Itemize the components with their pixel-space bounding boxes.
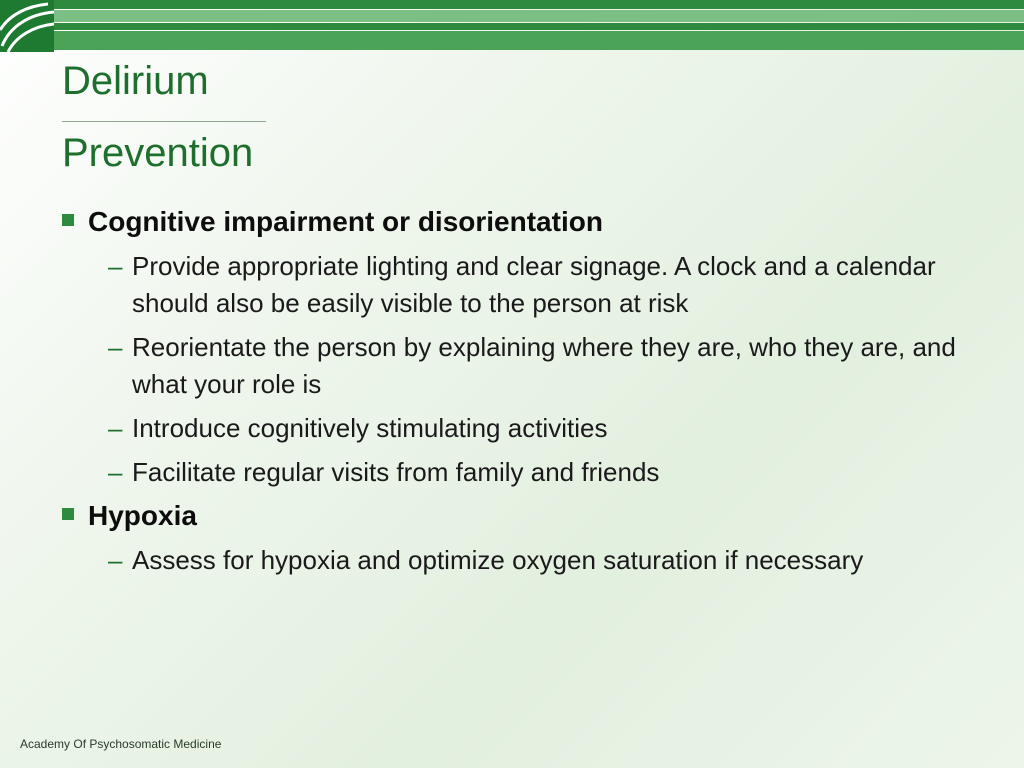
- bullet-item: [62, 497, 962, 535]
- slide-subtitle: Prevention: [62, 131, 254, 175]
- dash-bullet-icon: –: [108, 413, 123, 443]
- sub-bullet-text: Introduce cognitively stimulating activities: [132, 413, 608, 443]
- sub-bullet-item: [62, 542, 962, 579]
- bullet-list: [62, 203, 962, 579]
- bullet-label: Hypoxia: [88, 500, 197, 531]
- dash-bullet-icon: –: [108, 457, 123, 487]
- title-divider: [62, 121, 266, 122]
- sub-bullet-text: Reorientate the person by explaining where they are, who they are, and what your role is: [132, 332, 956, 399]
- sub-bullet-item: [62, 248, 962, 322]
- sub-bullet-item: [62, 410, 962, 447]
- square-bullet-icon: [62, 508, 74, 520]
- header-stripe: [54, 0, 1024, 9]
- header-stripe: [54, 31, 1024, 50]
- sub-bullet-item: [62, 329, 962, 403]
- sub-bullet-text: Facilitate regular visits from family and friends: [132, 457, 660, 487]
- header-stripe: [54, 23, 1024, 30]
- slide-title: Delirium: [62, 59, 209, 103]
- dash-bullet-icon: –: [108, 332, 123, 362]
- header-band: [0, 0, 1024, 52]
- sub-bullet-item: [62, 454, 962, 491]
- bullet-item: [62, 203, 962, 241]
- dash-bullet-icon: –: [108, 251, 123, 281]
- square-bullet-icon: [62, 214, 74, 226]
- sub-bullet-text: Assess for hypoxia and optimize oxygen saturation if necessary: [132, 545, 864, 575]
- sub-bullet-text: Provide appropriate lighting and clear signage. A clock and a calendar should also be easily visible to the person at risk: [132, 251, 936, 318]
- logo-arcs-icon: [0, 0, 54, 52]
- dash-bullet-icon: –: [108, 545, 123, 575]
- footer-text: Academy Of Psychosomatic Medicine: [20, 737, 222, 751]
- header-stripe: [54, 10, 1024, 22]
- bullet-label: Cognitive impairment or disorientation: [88, 206, 603, 237]
